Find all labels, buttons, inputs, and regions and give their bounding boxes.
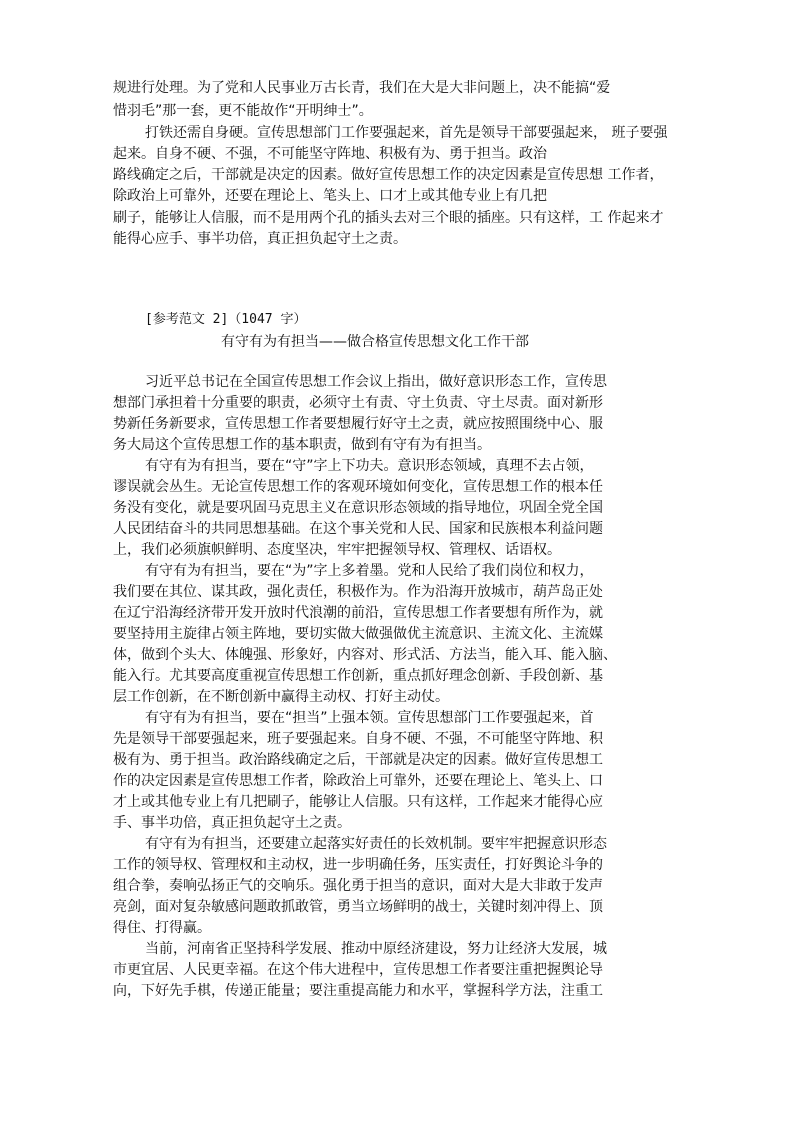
paragraph-line: 势新任务新要求，宣传思想工作者要想履行好守土之责，就应按照围绕中心、服 (113, 416, 603, 432)
paragraph-line: 要坚持用主旋律占领主阵地，要切实做大做强做优主流意识、主流文化、主流媒 (113, 626, 603, 642)
paragraph-line: 能得心应手、事半功倍，真正担负起守土之责。 (113, 231, 407, 247)
paragraph-line: 手、事半功倍，真正担负起守土之责。 (113, 815, 351, 831)
paragraph-line: 打铁还需自身硬。宣传思想部门工作要强起来，首先是领导干部要强起来， 班子要强 (145, 125, 668, 141)
paragraph-line: 作的决定因素是宣传思想工作者，除政治上可靠外，还要在理论上、笔头上、口 (113, 773, 603, 789)
paragraph-line: 有守有为有担当，要在“守”字上下功夫。意识形态领域，真理不去占领， (145, 458, 594, 474)
paragraph-line: 务大局这个宣传思想工作的基本职责，做到有守有为有担当。 (113, 437, 491, 453)
paragraph-line: 体，做到个头大、体魄强、形象好，内容对、形式活、方法当，能入耳、能入脑、 (113, 647, 617, 663)
paragraph-line: 习近平总书记在全国宣传思想工作会议上指出，做好意识形态工作，宣传思 (145, 374, 607, 390)
paragraph-line: 得住、打得赢。 (113, 920, 211, 936)
paragraph-line: 市更宜居、人民更幸福。在这个伟大进程中，宣传思想工作者要注重把握舆论导 (113, 962, 603, 978)
paragraph-line: 能入行。尤其要高度重视宣传思想工作创新，重点抓好理念创新、手段创新、基 (113, 668, 603, 684)
paragraph-line: 除政治上可靠外，还要在理论上、笔头上、口才上或其他专业上有几把 (113, 188, 547, 204)
paragraph-line: 组合拳，奏响弘扬正气的交响乐。强化勇于担当的意识，面对大是大非敢于发声 (113, 878, 603, 894)
paragraph-line: 亮剑，面对复杂敏感问题敢抓敢管，勇当立场鲜明的战士，关键时刻冲得上、顶 (113, 899, 603, 915)
document-title: 有守有为有担当——做合格宣传思想文化工作干部 (221, 334, 529, 350)
paragraph-line: 规进行处理。为了党和人民事业万古长青，我们在大是大非问题上，决不能搞“爱 (113, 80, 611, 96)
paragraph-line: 上，我们必须旗帜鲜明、态度坚决，牢牢把握领导权、管理权、话语权。 (113, 542, 561, 558)
paragraph-line: 务没有变化，就是要巩固马克思主义在意识形态领域的指导地位，巩固全党全国 (113, 500, 603, 516)
paragraph-line: 有守有为有担当，还要建立起落实好责任的长效机制。要牢牢把握意识形态 (145, 836, 607, 852)
paragraph-line: 极有为、勇于担当。政治路线确定之后，干部就是决定的因素。做好宣传思想工 (113, 752, 603, 768)
paragraph-line: 先是领导干部要强起来，班子要强起来。自身不硬、不强，不可能坚守阵地、积 (113, 731, 603, 747)
paragraph-line: 我们要在其位、谋其政，强化责任，积极作为。作为沿海开放城市，葫芦岛正处 (113, 584, 603, 600)
paragraph-line: 谬误就会丛生。无论宣传思想工作的客观环境如何变化，宣传思想工作的根本任 (113, 479, 603, 495)
paragraph-line: 有守有为有担当，要在“担当”上强本领。宣传思想部门工作要强起来，首 (145, 710, 594, 726)
paragraph-line: 当前，河南省正坚持科学发展、推动中原经济建设，努力让经济大发展，城 (145, 941, 607, 957)
paragraph-line: 在辽宁沿海经济带开发开放时代浪潮的前沿，宣传思想工作者要想有所作为，就 (113, 605, 603, 621)
reference-label: [参考范文 2]（1047 字） (145, 312, 307, 327)
paragraph-line: 才上或其他专业上有几把刷子，能够让人信服。只有这样，工作起来才能得心应 (113, 794, 603, 810)
paragraph-line: 路线确定之后，干部就是决定的因素。做好宣传思想工作的决定因素是宣传思想 工作者， (113, 167, 664, 183)
paragraph-line: 想部门承担着十分重要的职责，必须守土有责、守土负责、守土尽责。面对新形 (113, 395, 603, 411)
paragraph-line: 刷子，能够让人信服，而不是用两个孔的插头去对三个眼的插座。只有这样，工 作起来才 (113, 210, 664, 226)
paragraph-line: 工作的领导权、管理权和主动权，进一步明确任务，压实责任，打好舆论斗争的 (113, 857, 603, 873)
paragraph-line: 起来。自身不硬、不强，不可能坚守阵地、积极有为、勇于担当。政治 (113, 146, 547, 162)
paragraph-line: 层工作创新，在不断创新中赢得主动权、打好主动仗。 (113, 689, 449, 705)
paragraph-line: 有守有为有担当，要在“为”字上多着墨。党和人民给了我们岗位和权力， (145, 563, 594, 579)
paragraph-line: 惜羽毛”那一套，更不能故作“开明绅士”。 (113, 103, 373, 119)
paragraph-line: 人民团结奋斗的共同思想基础。在这个事关党和人民、国家和民族根本利益问题 (113, 521, 603, 537)
paragraph-line: 向，下好先手棋，传递正能量；要注重提高能力和水平，掌握科学方法，注重工 (113, 983, 603, 999)
